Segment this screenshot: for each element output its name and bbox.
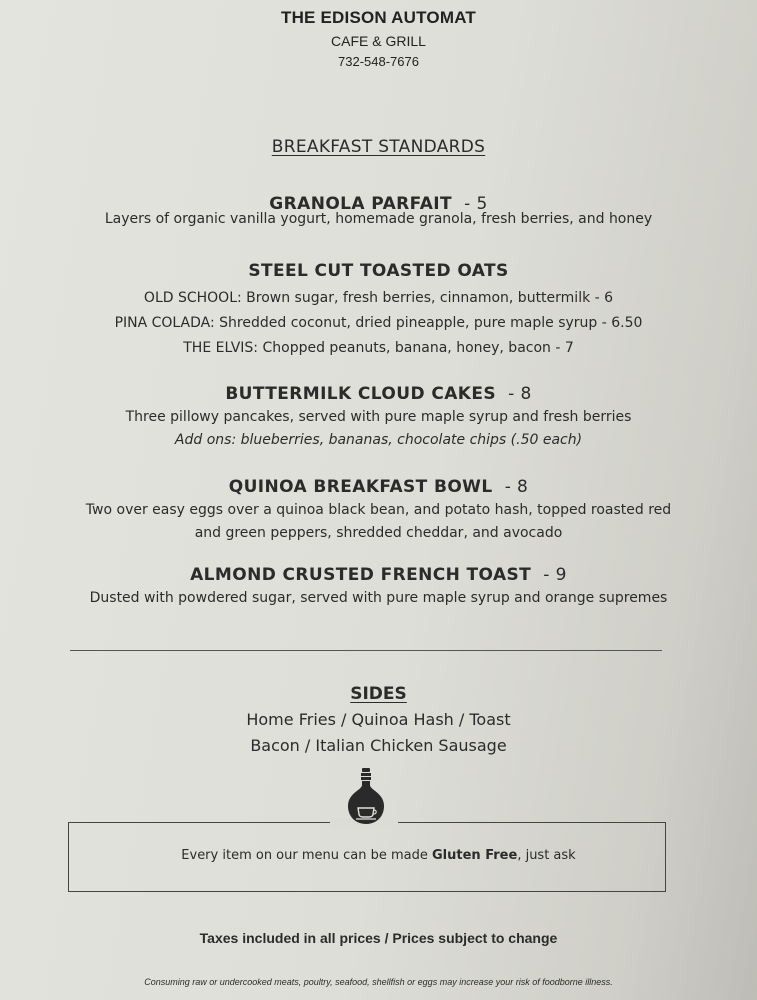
- menu-item-title: [0, 477, 757, 497]
- item-name: GRANOLA PARFAIT: [269, 194, 452, 214]
- menu-item-title: [0, 565, 757, 585]
- restaurant-subtitle: CAFE & GRILL: [331, 33, 426, 49]
- item-description: Two over easy eggs over a quinoa black bean, and potato hash, topped roasted red: [85, 502, 672, 518]
- item-price-sep: -: [458, 194, 477, 214]
- item-price: 8: [520, 384, 532, 404]
- gluten-text-after: , just ask: [517, 848, 576, 863]
- item-price: 8: [517, 477, 529, 497]
- taxes-note: Taxes included in all prices / Prices subject to change: [199, 930, 558, 946]
- item-name: ALMOND CRUSTED FRENCH TOAST: [190, 565, 532, 585]
- item-price: 5: [476, 194, 488, 214]
- item-name: BUTTERMILK CLOUD CAKES: [225, 384, 496, 404]
- phone-number: 732-548-7676: [338, 54, 419, 69]
- sides-line: Home Fries / Quinoa Hash / Toast: [246, 710, 511, 729]
- gluten-text-before: Every item on our menu can be made: [181, 848, 433, 863]
- item-description: Dusted with powdered sugar, served with pure maple syrup and orange supremes: [89, 590, 668, 606]
- lightbulb-icon: [345, 766, 387, 828]
- item-price-sep: -: [498, 477, 518, 497]
- gluten-free-bold: Gluten Free: [432, 848, 518, 863]
- item-description: Layers of organic vanilla yogurt, homemade granola, fresh berries, and honey: [104, 211, 653, 227]
- item-price-sep: -: [502, 384, 521, 404]
- sides-title: SIDES: [350, 684, 407, 704]
- gluten-free-note: [0, 848, 757, 863]
- item-addons-note: Add ons: blueberries, bananas, chocolate chips (.50 each): [174, 432, 583, 448]
- section-title: BREAKFAST STANDARDS: [271, 137, 486, 157]
- food-safety-warning: Consuming raw or undercooked meats, poultry, seafood, shellfish or eggs may increase your risk of foodborne illness.: [144, 977, 613, 987]
- sides-line: Bacon / Italian Chicken Sausage: [250, 736, 507, 755]
- item-description: OLD SCHOOL: Brown sugar, fresh berries, cinnamon, buttermilk - 6: [143, 290, 614, 306]
- item-name: QUINOA BREAKFAST BOWL: [228, 477, 493, 497]
- divider: [70, 650, 662, 651]
- menu-item-title: STEEL CUT TOASTED OATS: [248, 261, 509, 281]
- item-price-sep: -: [537, 565, 556, 585]
- item-price: 9: [555, 565, 567, 585]
- menu-item-title: [0, 384, 757, 404]
- item-description: PINA COLADA: Shredded coconut, dried pineapple, pure maple syrup - 6.50: [114, 315, 643, 331]
- item-description: THE ELVIS: Chopped peanuts, banana, honey, bacon - 7: [183, 340, 574, 356]
- item-description: Three pillowy pancakes, served with pure maple syrup and fresh berries: [125, 409, 632, 425]
- restaurant-name: THE EDISON AUTOMAT: [280, 8, 476, 27]
- item-description: and green peppers, shredded cheddar, and avocado: [194, 525, 563, 541]
